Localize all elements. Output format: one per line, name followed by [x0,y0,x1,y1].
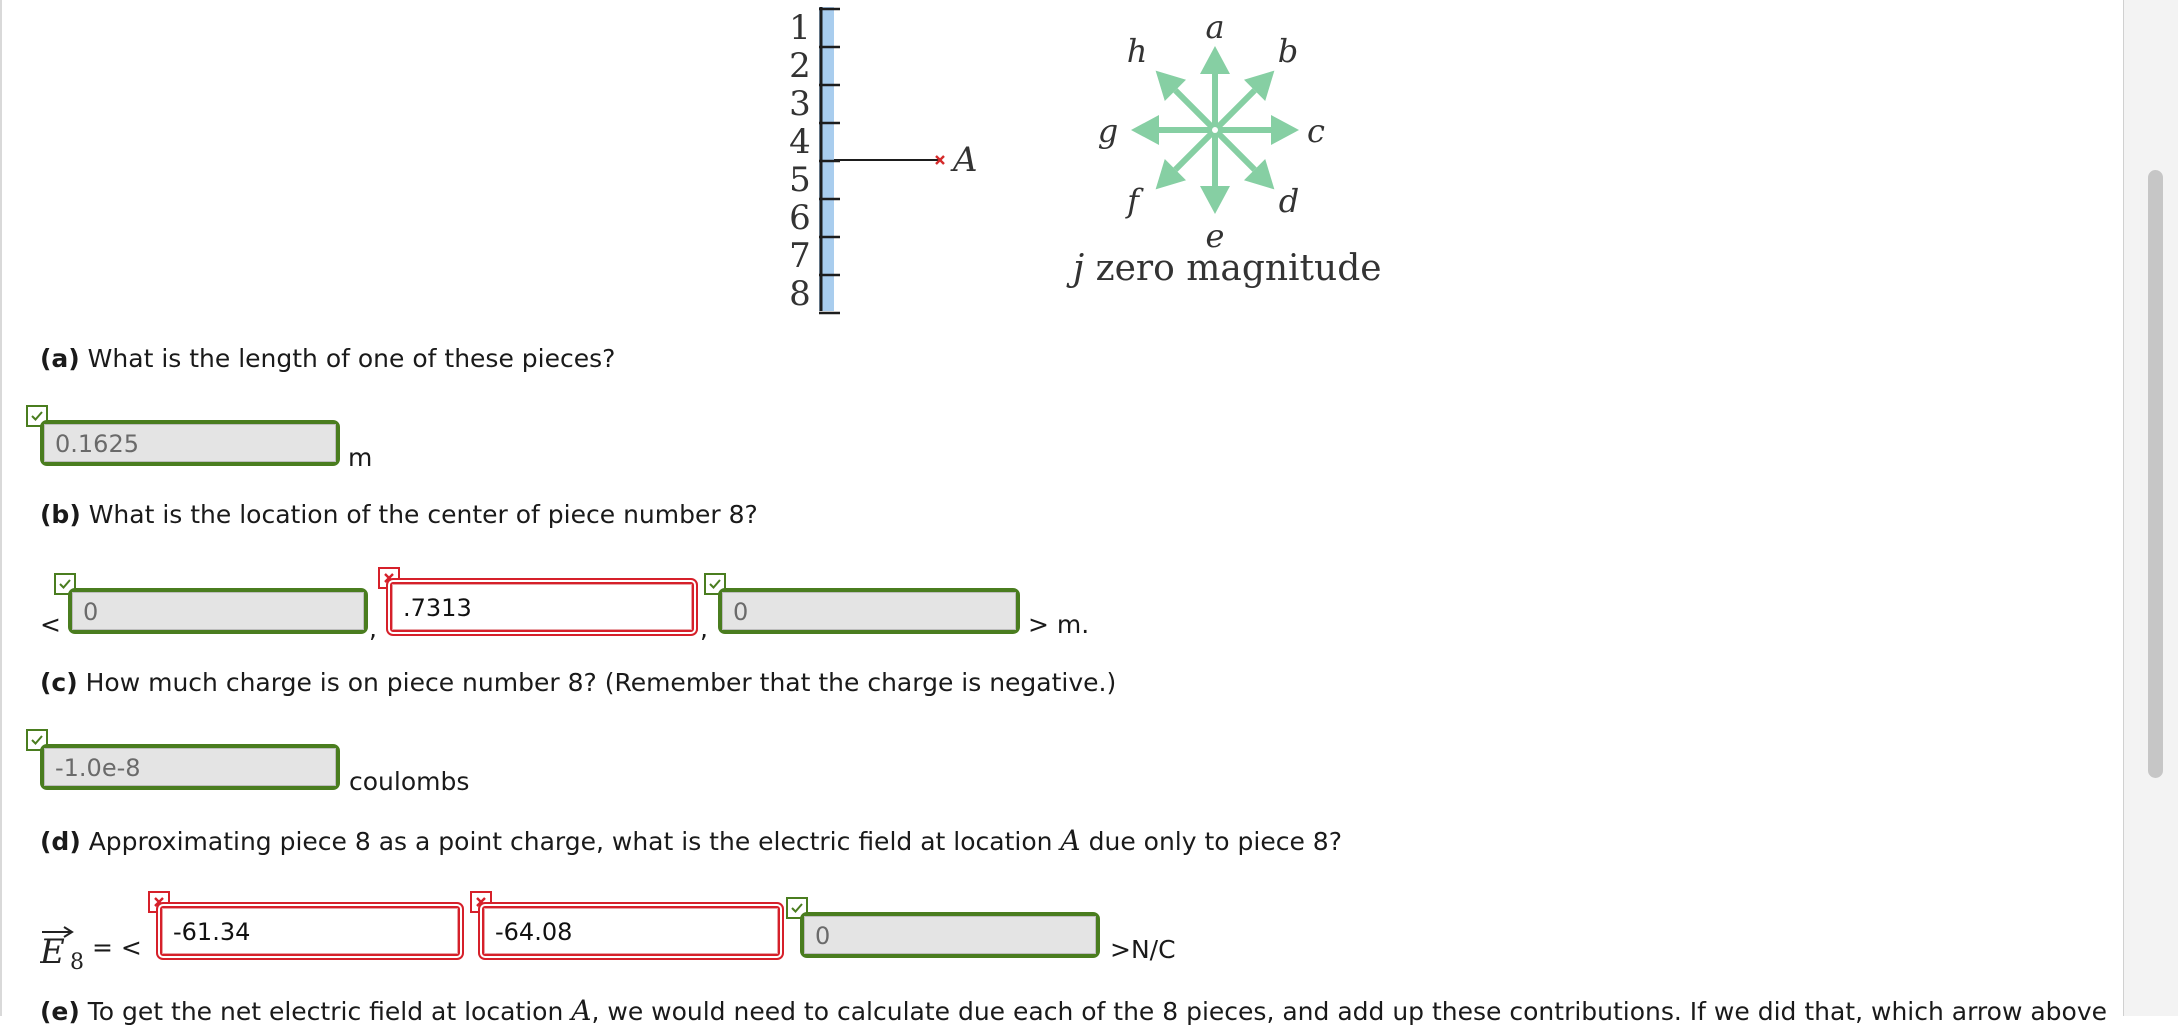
scrollbar-thumb[interactable] [2148,170,2163,778]
arrow-label-f: f [1127,182,1139,220]
arrow-shaft [1215,90,1255,130]
location-x-input[interactable] [72,592,364,630]
arrow-head-icon [1131,115,1159,145]
arrow-head-icon [1271,115,1299,145]
vector-open-bracket: < [40,610,61,639]
location-y-input[interactable] [392,584,692,630]
piece-number: 5 [789,160,811,200]
location-y-field[interactable] [386,578,698,636]
piece-number: 2 [789,46,811,86]
arrow-label-c: c [1307,112,1325,150]
question-d [40,824,1342,857]
figure [0,0,1400,320]
arrow-label-e: e [1205,217,1225,255]
question-e-text-after: , we would need to calculate due each of the 8 pieces, and add up these contributions. If we did that, which arrow above [591,997,2108,1026]
question-c [40,668,1116,697]
compass-center [1212,127,1218,133]
question-e-label: (e) [40,997,80,1026]
zero-label-text: zero magnitude [1084,248,1382,289]
zero-magnitude-label [1066,248,1382,289]
length-answer-field[interactable] [40,420,340,466]
charge-unit: coulombs [349,767,470,796]
question-d-label: (d) [40,827,81,856]
separator: , [700,614,708,643]
equals-open-bracket: = < [92,933,142,962]
charge-answer-input[interactable] [44,748,336,786]
piece-number: 6 [789,198,811,238]
field-z-input[interactable] [804,916,1096,954]
zero-label-var: j [1073,248,1085,289]
piece-number: 1 [789,8,811,48]
arrow-shaft [1175,90,1215,130]
field-z-field[interactable] [800,912,1100,958]
arrow-label-g: g [1097,112,1119,150]
arrow-shaft [1215,130,1255,170]
question-a-label: (a) [40,344,80,373]
question-d-text-before: Approximating piece 8 as a point charge, what is the electric field at location [80,827,1061,856]
question-b-text: What is the location of the center of piece number 8? [80,500,758,529]
field-symbol: E [40,932,65,972]
charged-rod [819,7,834,311]
charge-answer-field[interactable] [40,744,340,790]
location-z-input[interactable] [722,592,1016,630]
length-answer-input[interactable] [44,424,336,462]
field-unit: >N/C [1110,935,1176,964]
location-label: A [953,140,978,180]
field-subscript: 8 [70,950,84,974]
question-c-text: How much charge is on piece number 8? (Remember that the charge is negative.) [77,668,1117,697]
location-x-field[interactable] [68,588,368,634]
question-a [40,344,615,373]
question-d-text-after: due only to piece 8? [1080,827,1342,856]
arrow-label-d: d [1278,182,1300,220]
question-c-label: (c) [40,668,78,697]
arrow-choices [1131,46,1299,214]
arrow-label-b: b [1277,32,1299,70]
arrow-shaft [1175,130,1215,170]
question-a-text: What is the length of one of these pieces? [79,344,616,373]
piece-number: 4 [789,122,811,162]
piece-number: 3 [789,84,811,124]
length-unit: m [348,443,373,472]
question-e-text-before: To get the net electric field at location [79,997,572,1026]
location-var: A [1060,824,1081,857]
piece-number: 7 [789,236,811,276]
arrow-label-h: h [1126,32,1148,70]
location-z-field[interactable] [718,588,1020,634]
vector-close-unit: > m. [1028,610,1090,639]
piece-number: 8 [789,274,811,314]
field-x-input[interactable] [162,908,458,954]
question-b-label: (b) [40,500,81,529]
arrow-head-icon [1200,46,1230,74]
separator: , [369,614,377,643]
field-x-field[interactable] [156,902,464,960]
arrow-head-icon [1200,186,1230,214]
arrow-label-a: a [1205,8,1225,46]
piece-numbers [789,8,811,314]
field-y-field[interactable] [478,902,784,960]
question-b [40,500,758,529]
field-y-input[interactable] [484,908,778,954]
vertical-scrollbar[interactable] [2124,0,2178,1016]
question-e [40,994,2107,1027]
location-var: A [571,994,592,1027]
